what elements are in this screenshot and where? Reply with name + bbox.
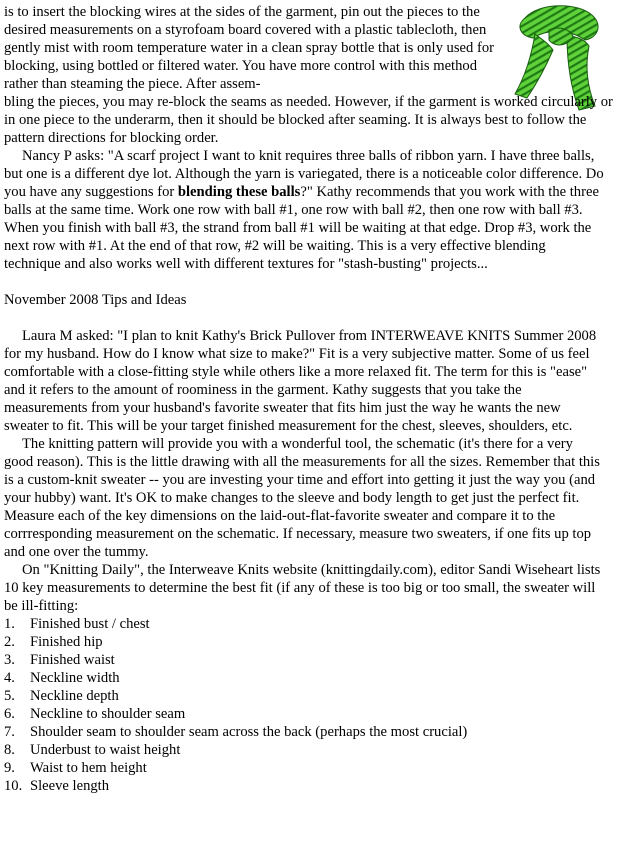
blending-emphasis: blending these balls bbox=[177, 184, 301, 200]
list-text: Neckline depth bbox=[30, 688, 119, 704]
list-number: 7. bbox=[4, 724, 15, 740]
list-number: 5. bbox=[4, 688, 15, 704]
article-page bbox=[4, 3, 614, 795]
list-number: 9. bbox=[4, 760, 15, 776]
list-item bbox=[4, 669, 614, 687]
list-item bbox=[4, 615, 614, 633]
schematic-paragraph: The knitting pattern will provide you with a wonderful tool, the schematic (it's there for a very good reason). This is the little drawing with all the measurements for all the sizes. Remember that this is a custom-knit sweater -- you are investing your time and effort into getting it just the way you (and your hubby) want. It's OK to make changes to the sleeve and body length to get just the perfect fit. Measure each of the key dimensions on the laid-out-flat-favorite sweater and compare it to the corrresponding measurement on the schematic. If necessary, measure two sweaters, if one fits up top and one over the tummy. bbox=[4, 436, 600, 560]
list-number: 10. bbox=[4, 778, 23, 794]
list-text: Finished waist bbox=[30, 652, 115, 668]
knitting-daily-paragraph: On "Knitting Daily", the Interweave Knits website (knittingdaily.com), editor Sandi Wiseheart lists 10 key measurements to determine the best fit (if any of these is too big or too small, the sweater will be ill-fitting: bbox=[4, 562, 601, 614]
section-heading: November 2008 Tips and Ideas bbox=[4, 292, 187, 308]
list-number: 8. bbox=[4, 742, 15, 758]
list-number: 3. bbox=[4, 652, 15, 668]
list-number: 6. bbox=[4, 706, 15, 722]
nancy-question-paragraph bbox=[4, 147, 604, 273]
list-text: Neckline to shoulder seam bbox=[30, 706, 186, 722]
list-text: Shoulder seam to shoulder seam across the back (perhaps the most crucial) bbox=[30, 724, 468, 740]
list-number: 2. bbox=[4, 634, 15, 650]
list-text: Neckline width bbox=[30, 670, 120, 686]
list-item bbox=[4, 777, 614, 795]
list-number: 1. bbox=[4, 616, 15, 632]
list-number: 4. bbox=[4, 670, 15, 686]
list-item bbox=[4, 633, 614, 651]
list-item bbox=[4, 759, 614, 777]
list-text: Underbust to waist height bbox=[30, 742, 181, 758]
nancy-answer-text: ?" Kathy recommends that you work with the three balls at the same time. Work one row with ball #1, one row with ball #2, then one row with ball #3. When you finish with ball #3, the strand from ball #1 will be waiting at that edge. Drop #3, work the next row with #1. At the end of that row, #2 will be waiting. This is a very effective blending technique and also works well with different textures for "stash-busting" projects... bbox=[4, 184, 599, 272]
measurement-list bbox=[4, 615, 614, 795]
list-item bbox=[4, 687, 614, 705]
list-text: Sleeve length bbox=[30, 778, 110, 794]
list-text: Finished bust / chest bbox=[30, 616, 150, 632]
list-item bbox=[4, 741, 614, 759]
nancy-question-text: Nancy P asks: "A scarf project I want to knit requires three balls of ribbon yarn. I have three balls, but one is a different dye lot. Although the yarn is variegated, there is a noticeable color difference. Do you have any suggestions for bbox=[4, 148, 604, 200]
list-item bbox=[4, 723, 614, 741]
list-item bbox=[4, 651, 614, 669]
list-text: Waist to hem height bbox=[30, 760, 147, 776]
blocking-paragraph-rest: bling the pieces, you may re-block the seams as needed. However, if the garment is worked circularly or in one piece to the underarm, then it should be blocked after seaming. It is always best to follow the pattern directions for blocking order. bbox=[4, 94, 613, 146]
list-item bbox=[4, 705, 614, 723]
laura-question-paragraph: Laura M asked: "I plan to knit Kathy's Brick Pullover from INTERWEAVE KNITS Summer 2008 for my husband. How do I know what size to make?" Fit is a very subjective matter. Some of us feel comfortable with a close-fitting style while others like a more relaxed fit. The term for this is "ease" and it refers to the amount of roominess in the garment. Kathy suggests that you take the measurements from your husband's favorite sweater that fits him just the way he wants the new sweater to fit. This will be your target finished measurement for the chest, sleeves, shoulders, etc. bbox=[4, 328, 597, 434]
blocking-paragraph-intro: is to insert the blocking wires at the sides of the garment, pin out the pieces to the desired measurements on a styrofoam board covered with a plastic tablecloth, then gently mist with room temperature water in a clean spray bottle that is only used for blocking, using bottled or filtered water. You have more control with this method rather than steaming the piece. After assem- bbox=[4, 4, 494, 92]
list-text: Finished hip bbox=[30, 634, 103, 650]
